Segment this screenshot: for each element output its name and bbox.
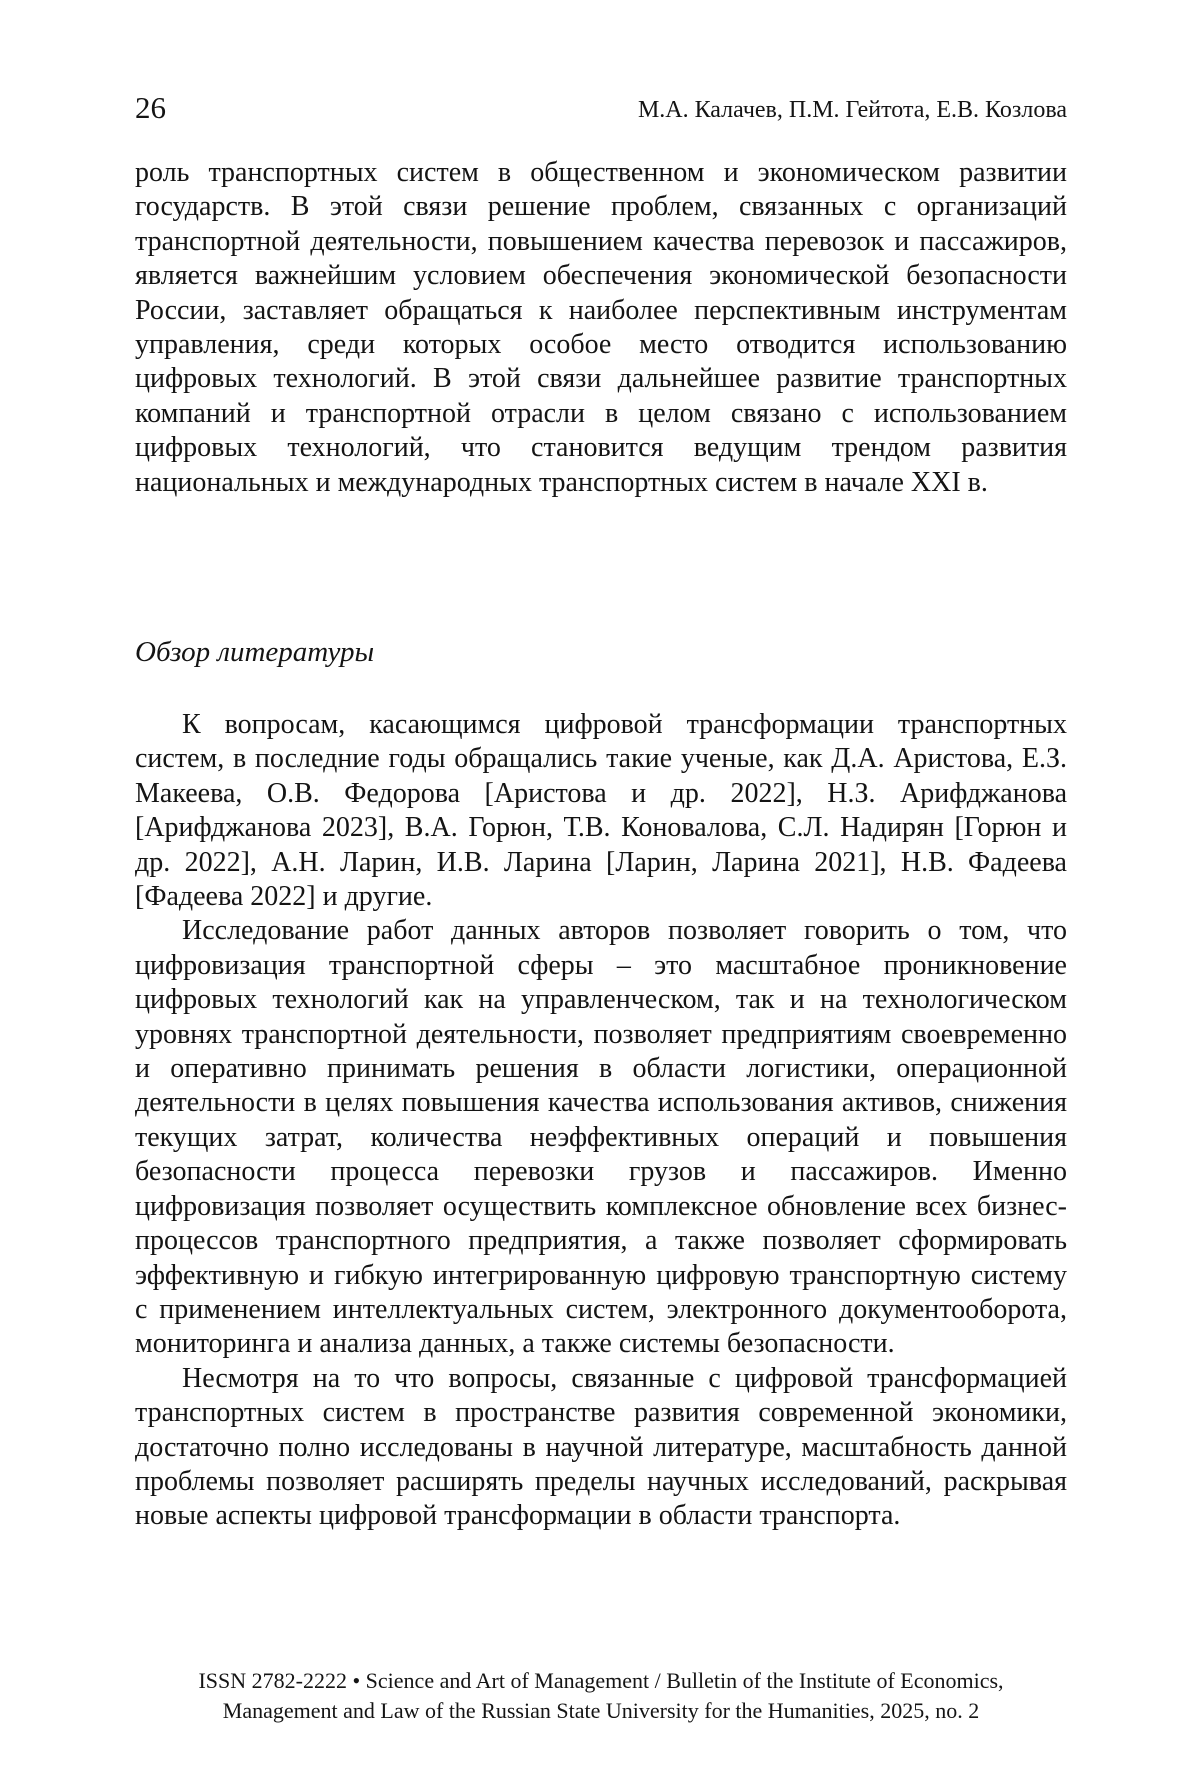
body-paragraph: Несмотря на то что вопросы, связанные с цифровой трансформацией транспортных систем в пространстве развития современной экономики, достаточно полно исследованы в научной литературе, масштабность данной проблемы позволяет расширять пределы научных исследований, раскрывая новые аспекты цифровой трансформации в области транспорта. <box>135 1362 1067 1532</box>
page-footer <box>135 1666 1067 1726</box>
page-header <box>135 88 1067 128</box>
literature-review-block <box>135 708 1067 1534</box>
footer-line-publisher: Management and Law of the Russian State University for the Humanities, 2025, no. 2 <box>222 1698 980 1723</box>
page-number: 26 <box>135 90 166 125</box>
body-paragraph: К вопросам, касающимся цифровой трансформации транспортных систем, в последние годы обращались такие ученые, как Д.А. Аристова, Е.З. Макеева, О.В. Федорова [Аристова и др. 2022], Н.З. Арифджанова [Арифджанова 2023], В.А. Горюн, Т.В. Коновалова, С.Л. Надирян [Горюн и др. 2022], А.Н. Ларин, И.В. Ларина [Ларин, Ларина 2021], Н.В. Фадеева [Фадеева 2022] и другие. <box>135 709 1067 913</box>
footer-line-issn: ISSN 2782-2222 • Science and Art of Management / Bulletin of the Institute of Economics, <box>198 1668 1004 1693</box>
intro-text-block <box>135 156 1067 500</box>
running-head-authors: М.А. Калачев, П.М. Гейтота, Е.В. Козлова <box>637 97 1067 123</box>
section-heading: Обзор литературы <box>135 636 375 668</box>
body-paragraph: Исследование работ данных авторов позволяет говорить о том, что цифровизация транспортной сферы – это масштабное проникновение цифровых технологий как на управленческом, так и на технологическом уровнях транспортной деятельности, позволяет предприятиям своевременно и оперативно принимать решения в области логистики, операционной деятельности в целях повышения качества использования активов, снижения текущих затрат, количества неэффективных операций и повышения безопасности процесса перевозки грузов и пассажиров. Именно цифровизация позволяет осуществить комплексное обновление всех бизнес-процессов транспортного предприятия, а также позволяет сформировать эффективную и гибкую интегрированную цифровую транспортную систему с применением интеллектуальных систем, электронного документооборота, мониторинга и анализа данных, а также системы безопасности. <box>135 915 1067 1360</box>
intro-paragraph: роль транспортных систем в общественном и экономическом развитии государств. В этой связи решение проблем, связанных с организаций транспортной деятельности, повышением качества перевозок и пассажиров, является важнейшим условием обеспечения экономической безопасности России, заставляет обращаться к наиболее перспективным инструментам управления, среди которых особое место отводится использованию цифровых технологий. В этой связи дальнейшее развитие транспортных компаний и транспортной отрасли в целом связано с использованием цифровых технологий, что становится ведущим трендом развития национальных и международных транспортных систем в начале XXI в. <box>135 157 1067 498</box>
